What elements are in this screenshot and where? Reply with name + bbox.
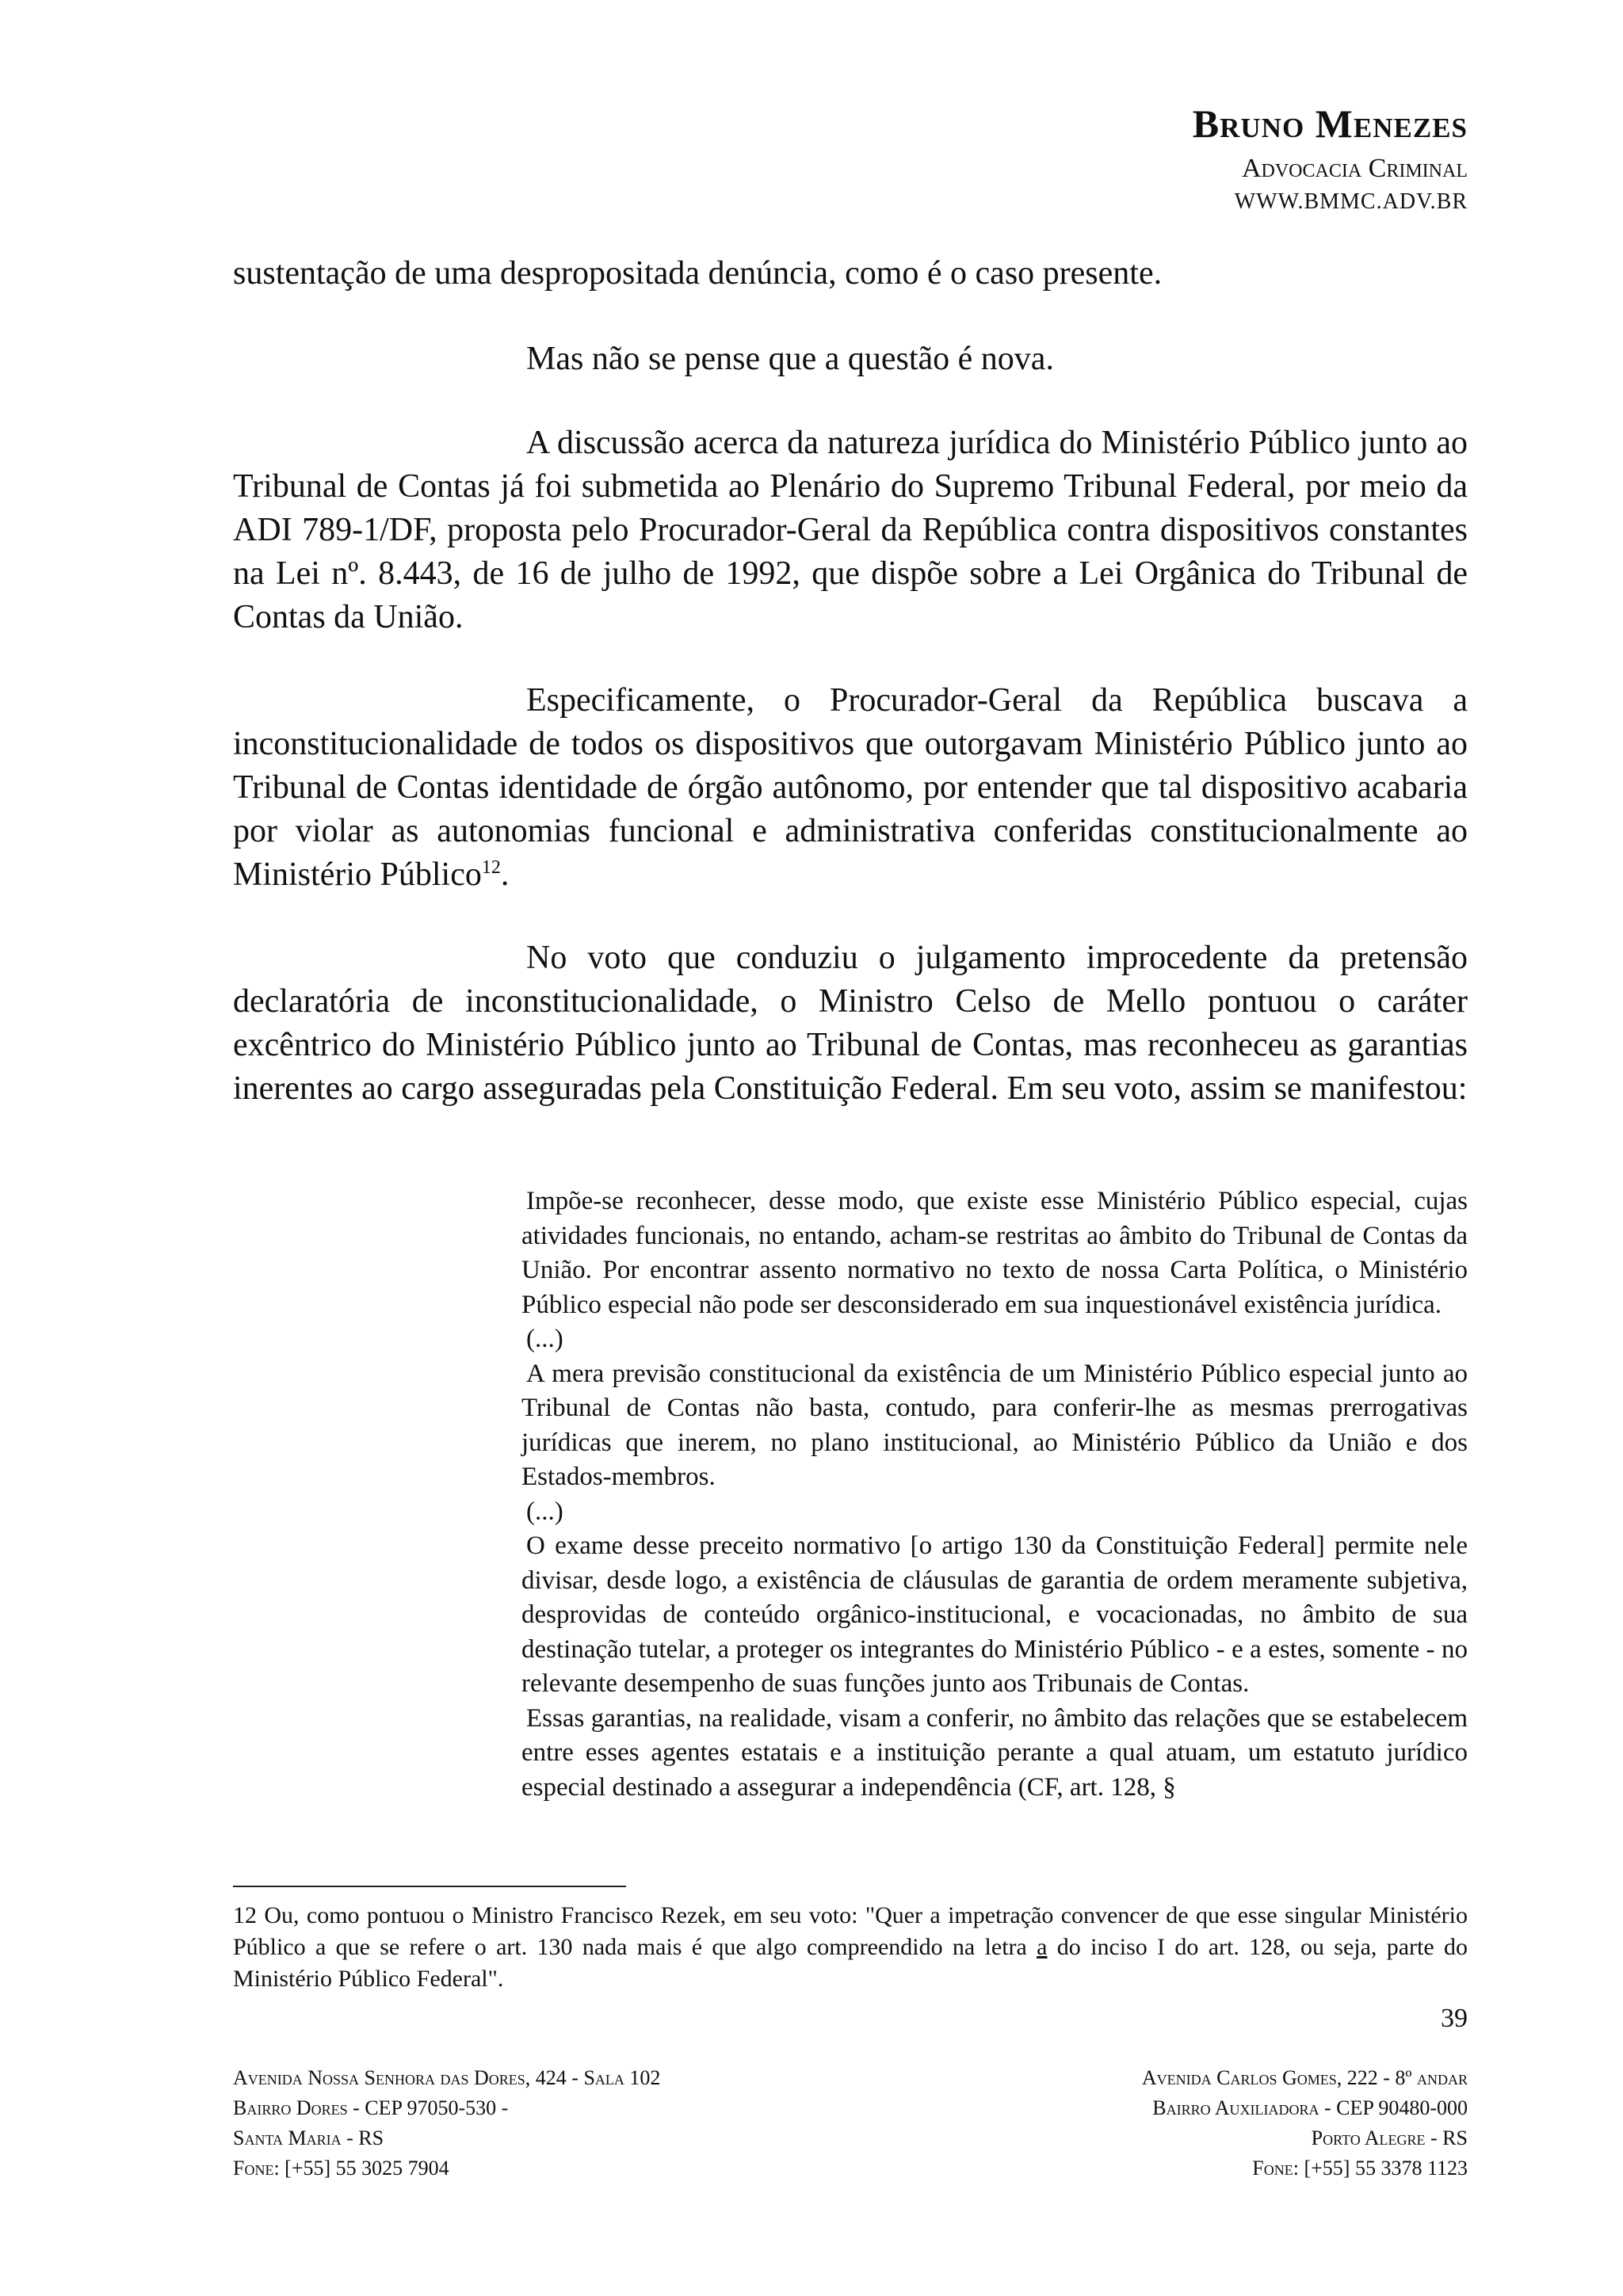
- footnote-reference: 12: [481, 857, 501, 878]
- footer-address-left: [233, 2063, 660, 2183]
- paragraph-vote: No voto que conduziu o julgamento improcedente da pretensão declaratória de inconstitucionalidade, o Ministro Celso de Mello pontuou o caráter excêntrico do Ministério Público junto ao Tribunal de Contas, mas reconheceu as garantias inerentes ao cargo asseguradas pela Constituição Federal. Em seu voto, assim se manifestou:: [233, 940, 1468, 1107]
- footnote-underlined-letter: a: [1037, 1934, 1048, 1960]
- firm-subtitle: Advocacia Criminal: [1241, 154, 1468, 183]
- footnote-number: 12: [233, 1902, 257, 1928]
- paragraph-question: Mas não se pense que a questão é nova.: [526, 341, 1054, 377]
- footer-right-line-1: Avenida Carlos Gomes, 222 - 8º andar: [1141, 2066, 1468, 2089]
- footer-right-line-3: Porto Alegre - RS: [1311, 2126, 1468, 2149]
- footer-left-line-3: Santa Maria - RS: [233, 2126, 384, 2149]
- block-quote: [521, 1184, 1468, 1805]
- paragraph-specifically-text: Especificamente, o Procurador-Geral da República buscava a inconstitucionalidade de todos os dispositivos que outorgavam Ministério Público junto ao Tribunal de Contas identidade de órgão autônomo, por entender que tal dispositivo acabaria por violar as autonomias funcional e administrativa conferidas constitucionalmente ao Ministério Público: [233, 682, 1468, 893]
- footnote: [233, 1900, 1468, 1995]
- footnote-text-after: do inciso I do art. 128, ou seja, parte do Ministério Público Federal".: [233, 1934, 1468, 1992]
- footer-left-line-4: Fone: [+55] 55 3025 7904: [233, 2157, 449, 2180]
- quote-ellipsis-2: (...): [526, 1497, 563, 1526]
- footer-right-line-4: Fone: [+55] 55 3378 1123: [1252, 2157, 1468, 2180]
- footer-right-line-2: Bairro Auxiliadora - CEP 90480-000: [1152, 2096, 1468, 2119]
- firm-website: WWW.BMMC.ADV.BR: [1234, 189, 1468, 214]
- quote-paragraph-3: O exame desse preceito normativo [o artigo 130 da Constituição Federal] permite nele divisar, desde logo, a existência de cláusulas de garantia de ordem meramente subjetiva, desprovidas de conteúdo orgânico-institucional, e vocacionadas, no âmbito de sua destinação tutelar, a proteger os integrantes do Ministério Público - e a estes, somente - no relevante desempenho de suas funções junto aos Tribunais de Contas.: [521, 1531, 1468, 1698]
- footnote-divider: [233, 1886, 626, 1887]
- footer-address-right: [1142, 2063, 1468, 2183]
- paragraph-specifically-end: .: [500, 856, 510, 893]
- quote-paragraph-1: Impõe-se reconhecer, desse modo, que existe esse Ministério Público especial, cujas atividades funcionais, no entando, acham-se restritas ao âmbito do Tribunal de Contas da União. Por encontrar assento normativo no texto de nossa Carta Política, o Ministério Público especial não pode ser desconsiderado em sua inquestionável existência jurídica.: [521, 1187, 1468, 1319]
- quote-paragraph-2: A mera previsão constitucional da existência de um Ministério Público especial junto ao Tribunal de Contas não basta, contudo, para conferir-lhe as mesmas prerrogativas jurídicas que inerem, no plano institucional, ao Ministério Público da União e dos Estados-membros.: [521, 1359, 1468, 1491]
- quote-ellipsis-1: (...): [526, 1325, 563, 1353]
- footer-left-line-2: Bairro Dores - CEP 97050-530 -: [233, 2096, 509, 2119]
- firm-name: Bruno Menezes: [1192, 101, 1468, 146]
- quote-paragraph-4: Essas garantias, na realidade, visam a conferir, no âmbito das relações que se estabelecem entre esses agentes estatais e a instituição perante a qual atuam, um estatuto jurídico especial destinado a assegurar a independência (CF, art. 128, §: [521, 1703, 1468, 1802]
- paragraph-adi: A discussão acerca da natureza jurídica do Ministério Público junto ao Tribunal de Contas já foi submetida ao Plenário do Supremo Tribunal Federal, por meio da ADI 789-1/DF, proposta pelo Procurador-Geral da República contra dispositivos constantes na Lei nº. 8.443, de 16 de julho de 1992, que dispõe sobre a Lei Orgânica do Tribunal de Contas da União.: [233, 425, 1468, 635]
- page-number: 39: [1441, 2004, 1468, 2033]
- letterhead: [1193, 100, 1468, 217]
- footnote-text-before: Ou, como pontuou o Ministro Francisco Rezek, em seu voto: "Quer a impetração convencer de que esse singular Ministério Público a que se refere o art. 130 nada mais é que algo compreendido na letra: [233, 1902, 1468, 1960]
- paragraph-continuation: sustentação de uma despropositada denúncia, como é o caso presente.: [233, 255, 1163, 292]
- paragraph-specifically: [233, 679, 1468, 897]
- footer-left-line-1: Avenida Nossa Senhora das Dores, 424 - Sala 102: [233, 2066, 661, 2089]
